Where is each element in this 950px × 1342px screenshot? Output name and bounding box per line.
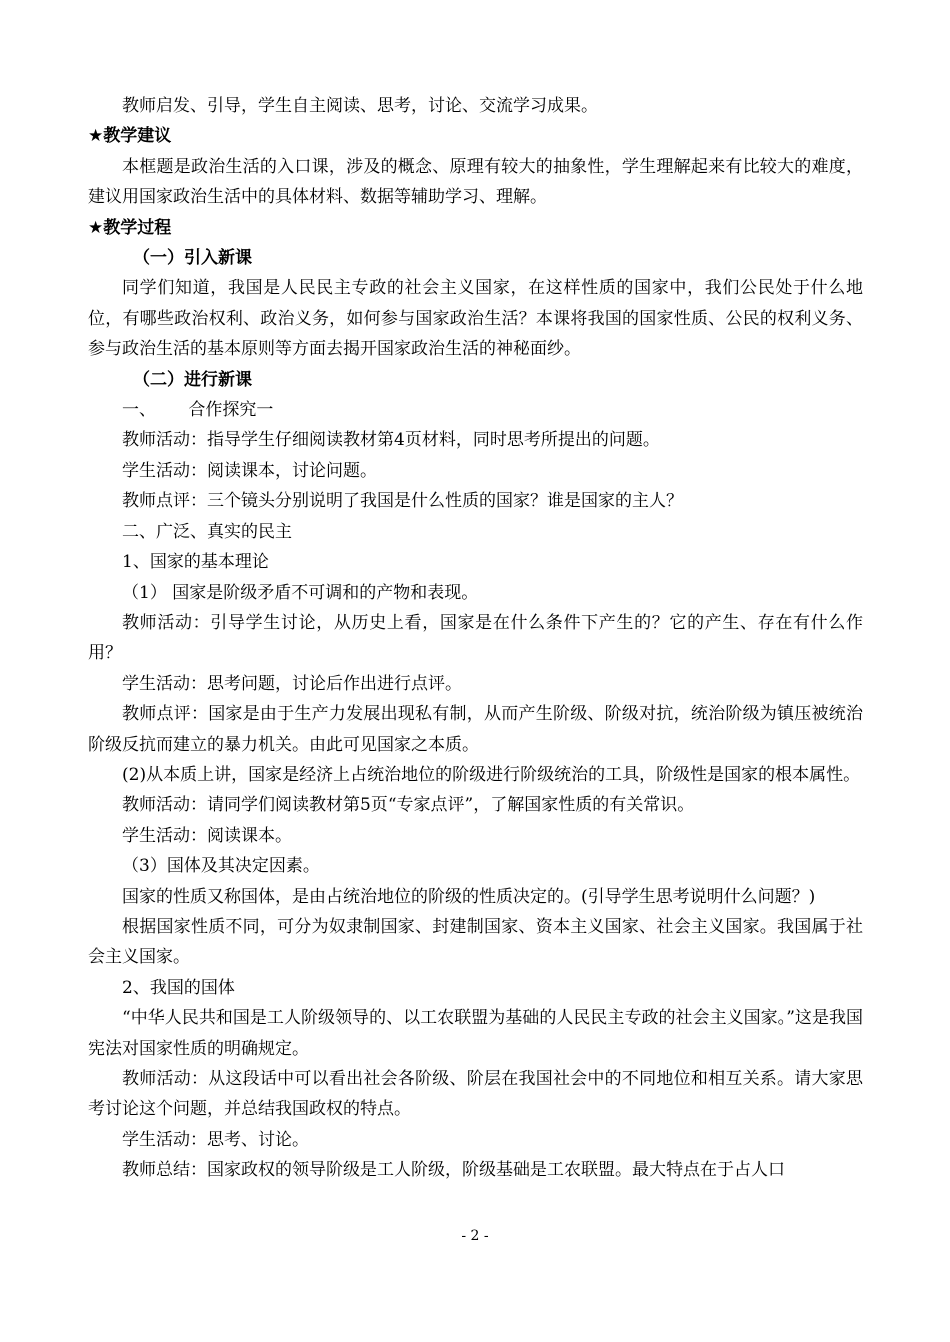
paragraph: 学生活动：思考、讨论。 — [122, 1129, 309, 1150]
paragraph: “中华人民共和国是工人阶级领导的、以工农联盟为基础的人民民主专政的社会主义国家。”这是我国宪法对国家性质的明确规定。 — [88, 1008, 863, 1059]
paragraph: （1） 国家是阶级矛盾不可调和的产物和表现。 — [122, 582, 479, 603]
paragraph: 国家的性质又称国体，是由占统治地位的阶级的性质决定的。(引导学生思考说明什么问题？) — [122, 886, 816, 907]
paragraph: 教师活动：指导学生仔细阅读教材第4页材料，同时思考所提出的问题。 — [122, 430, 660, 451]
paragraph: 二、广泛、真实的民主 — [122, 521, 292, 542]
paragraph: 一、 合作探究一 — [122, 400, 274, 421]
paragraph: 1、国家的基本理论 — [122, 552, 269, 573]
section-heading-teaching-suggestion: ★教学建议 — [88, 126, 172, 147]
paragraph: 2、我国的国体 — [122, 977, 235, 998]
paragraph: 学生活动：阅读课本。 — [122, 825, 292, 846]
paragraph: （3）国体及其决定因素。 — [122, 856, 320, 877]
page-number: - 2 - — [461, 1228, 489, 1244]
section-heading-teaching-process: ★教学过程 — [88, 217, 172, 238]
paragraph: 教师启发、引导，学生自主阅读、思考，讨论、交流学习成果。 — [122, 96, 598, 116]
subheading-new-lesson: （二）进行新课 — [133, 369, 252, 390]
paragraph: 教师点评：三个镜头分别说明了我国是什么性质的国家？谁是国家的主人？ — [122, 491, 683, 512]
paragraph: 教师总结：国家政权的领导阶级是工人阶级，阶级基础是工农联盟。最大特点在于占人口 — [122, 1160, 785, 1181]
paragraph: 学生活动：阅读课本，讨论问题。 — [122, 460, 377, 481]
paragraph: 教师活动：引导学生讨论，从历史上看，国家是在什么条件下产生的？它的产生、存在有什么作用？ — [88, 612, 863, 664]
subheading-introduce-lesson: （一）引入新课 — [133, 248, 252, 269]
document-body — [88, 91, 863, 1186]
paragraph: 根据国家性质不同，可分为奴隶制国家、封建制国家、资本主义国家、社会主义国家。我国属于社会主义国家。 — [88, 916, 863, 968]
paragraph: 教师活动：请同学们阅读教材第5页“专家点评”，了解国家性质的有关常识。 — [122, 795, 695, 816]
paragraph: 本框题是政治生活的入口课，涉及的概念、原理有较大的抽象性，学生理解起来有比较大的难度，建议用国家政治生活中的具体材料、数据等辅助学习、理解。 — [88, 156, 863, 208]
paragraph: (2)从本质上讲，国家是经济上占统治地位的阶级进行阶级统治的工具，阶级性是国家的根本属性。 — [122, 764, 861, 785]
paragraph: 教师活动：从这段话中可以看出社会各阶级、阶层在我国社会中的不同地位和相互关系。请大家思考讨论这个问题，并总结我国政权的特点。 — [88, 1069, 863, 1120]
paragraph: 教师点评：国家是由于生产力发展出现私有制，从而产生阶级、阶级对抗，统治阶级为镇压被统治阶级反抗而建立的暴力机关。由此可见国家之本质。 — [88, 704, 863, 755]
paragraph: 学生活动：思考问题，讨论后作出进行点评。 — [122, 673, 462, 694]
paragraph: 同学们知道，我国是人民民主专政的社会主义国家，在这样性质的国家中，我们公民处于什么地位，有哪些政治权利、政治义务，如何参与国家政治生活？本课将我国的国家性质、公民的权利义务、参与政治生活的基本原则等方面去揭开国家政治生活的神秘面纱。 — [88, 278, 863, 360]
